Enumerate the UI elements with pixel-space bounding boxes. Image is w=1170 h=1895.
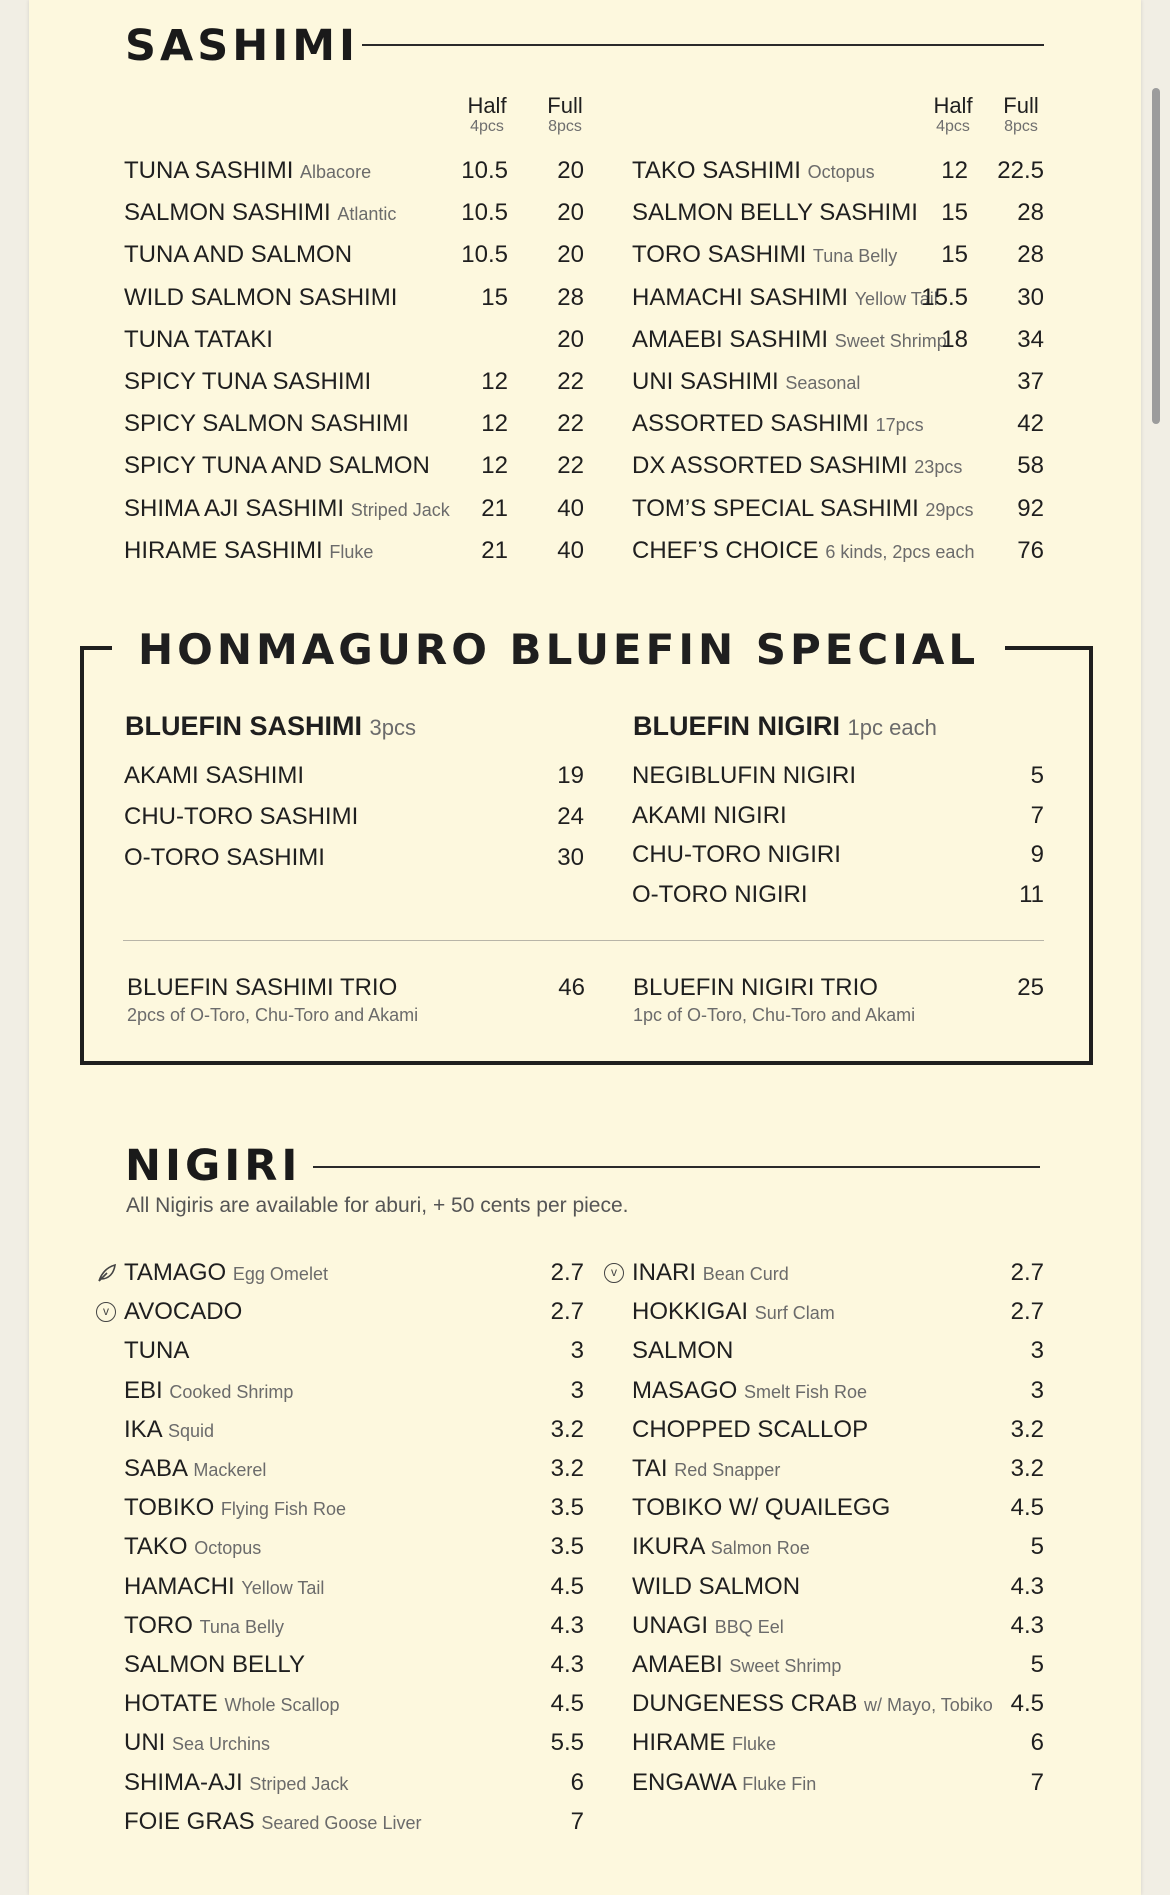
half-sub: 4pcs [936,118,970,135]
item-desc: Fluke [732,1734,777,1755]
item-name: UNI [124,1729,166,1757]
price-full: 42 [1017,410,1044,438]
item-desc: 29pcs [925,499,974,520]
menu-item-name: CHU-TORO SASHIMI [124,803,359,830]
menu-item-name [124,1335,189,1367]
menu-item-price: 4.3 [1010,1572,1044,1600]
menu-item-name [124,1453,266,1486]
item-name: TAKO SASHIMI [632,157,801,184]
half-label: Half [933,93,973,118]
menu-item-name: O-TORO NIGIRI [632,880,808,908]
vegan-icon: v [96,1302,116,1322]
item-name: TOBIKO W/ QUAILEGG [632,1494,891,1522]
item-desc: Octopus [807,162,875,182]
bluefin-nigiri-head-desc: 1pc each [847,715,937,740]
nigiri-title: NIGIRI [125,1141,302,1191]
menu-item-price: 2.7 [550,1259,584,1286]
item-desc: 17pcs [875,415,924,436]
item-name: SALMON SASHIMI [124,199,331,227]
price-half: 15 [481,283,508,311]
menu-item-name [632,1727,776,1760]
menu-item-price: 5 [1030,1533,1044,1561]
menu-item-name: NEGIBLUFIN NIGIRI [632,762,857,789]
menu-item-name [124,1688,340,1721]
item-name: EBI [124,1376,163,1404]
item-name: SALMON BELLY [124,1651,305,1678]
menu-item-price: 3 [1030,1337,1044,1365]
menu-item-price: 5.5 [550,1729,584,1757]
item-name: IKURA [632,1533,705,1561]
menu-item-name [632,1453,780,1486]
menu-item-name [124,1727,270,1760]
menu-item-price: 4.3 [1010,1611,1044,1639]
menu-item-price: 24 [557,803,584,830]
item-desc: Red Snapper [674,1460,781,1480]
item-desc: w/ Mayo, Tobiko [864,1695,993,1716]
menu-item-price: 5 [1030,762,1044,789]
menu-item-price: 3 [570,1337,584,1365]
item-name: FOIE GRAS [124,1807,255,1835]
item-name: TAI [632,1455,668,1482]
menu-item-name [632,1492,890,1524]
menu-item-name [632,155,875,188]
full-sub: 8pcs [1004,118,1038,135]
price-half: 12 [481,368,508,395]
menu-item-price: 3.2 [550,1415,584,1443]
item-name: CHEF’S CHOICE [632,536,819,564]
price-full: 76 [1017,536,1044,564]
menu-item-price: 7 [1030,1768,1044,1796]
item-name: SPICY SALMON SASHIMI [124,410,409,438]
menu-item-price: 9 [1030,841,1044,868]
menu-item-name [124,408,409,440]
full-label: Full [1003,93,1039,118]
full-sub: 8pcs [548,118,582,135]
item-name: AVOCADO [124,1298,243,1326]
item-name: TOM’S SPECIAL SASHIMI [632,494,919,522]
item-name: TORO SASHIMI [632,241,807,269]
bluefin-sashimi-trio [127,972,418,1026]
menu-item-price: 2.7 [550,1298,584,1326]
trio-desc: 2pcs of O-Toro, Chu-Toro and Akami [127,1005,419,1025]
price-full: 28 [1017,199,1044,227]
menu-item-name [124,1414,214,1447]
leaf-icon [96,1262,118,1284]
item-name: HOKKIGAI [632,1298,749,1326]
price-half: 10.5 [461,241,508,269]
price-half: 15.5 [921,283,968,311]
item-name: TAMAGO [124,1259,227,1286]
item-desc: Surf Clam [754,1303,835,1324]
menu-item-name [632,239,897,272]
item-desc: Cooked Shrimp [169,1381,294,1402]
menu-item-name: CHU-TORO NIGIRI [632,841,841,868]
menu-item-name [632,450,962,483]
item-name: SALMON [632,1337,734,1365]
price-half: 21 [481,494,508,522]
price-half: 12 [481,410,508,438]
price-full: 22.5 [997,157,1044,184]
trio-name: BLUEFIN SASHIMI TRIO [127,974,398,1001]
menu-item-name [124,1531,261,1564]
price-full: 20 [557,157,584,184]
item-name: HOTATE [124,1690,218,1718]
item-name: TAKO [124,1533,188,1561]
price-half: 21 [481,536,508,564]
price-full: 92 [1017,494,1044,522]
item-desc: Tuna Belly [199,1616,284,1637]
price-full: 37 [1017,368,1044,395]
price-half: 15 [941,241,968,269]
item-name: SALMON BELLY SASHIMI [632,199,918,227]
item-name: TUNA AND SALMON [124,241,353,269]
menu-item-price: 4.5 [1010,1494,1044,1522]
item-desc: Seared Goose Liver [261,1812,422,1833]
menu-item-name [632,1335,733,1367]
menu-item-name [632,1296,835,1329]
item-name: TUNA SASHIMI [124,157,294,184]
half-col-header-right [918,94,988,136]
item-name: SABA [124,1455,187,1482]
menu-item-name [632,535,974,568]
nigiri-title-rule [313,1166,1040,1168]
sashimi-title-rule [362,44,1044,46]
menu-item-price: 3.5 [550,1494,584,1522]
item-name: TORO [124,1611,193,1639]
menu-item-name [632,1531,810,1564]
menu-item-price: 4.5 [1010,1690,1044,1718]
item-desc: Fluke [329,541,374,562]
menu-item-name [632,1375,867,1408]
menu-item-price: 30 [557,844,584,871]
item-name: SHIMA-AJI [124,1768,243,1796]
menu-item-price: 6 [570,1768,584,1796]
menu-item-price: 4.5 [550,1572,584,1600]
menu-item-name [124,1571,324,1604]
price-full: 20 [557,241,584,269]
menu-item-name [124,324,273,356]
menu-item-price: 19 [557,762,584,789]
menu-item-name [124,1610,284,1643]
menu-item-price: 3 [570,1376,584,1404]
vegan-icon: v [604,1263,624,1283]
menu-item-price: 7 [1030,801,1044,829]
menu-item-price: 2.7 [1010,1259,1044,1286]
item-desc: Atlantic [337,204,397,225]
price-full: 40 [557,494,584,522]
menu-item-name [124,1649,305,1681]
half-label: Half [467,93,507,118]
menu-item-name [632,1571,800,1603]
item-desc: Salmon Roe [710,1538,810,1559]
item-desc: 6 kinds, 2pcs each [825,541,975,562]
bluefin-nigiri-heading [633,709,937,745]
menu-item-name [124,155,371,188]
price-full: 28 [557,283,584,311]
menu-item-price: 5 [1030,1651,1044,1678]
item-name: CHOPPED SCALLOP [632,1415,869,1443]
item-desc: Tuna Belly [812,246,898,267]
item-name: TOBIKO [124,1494,215,1522]
item-desc: Bean Curd [702,1264,789,1284]
menu-item-name [632,366,860,399]
menu-item-name [124,1296,242,1328]
item-desc: 23pcs [914,457,963,478]
menu-item-price: 4.3 [550,1651,584,1678]
item-desc: Octopus [194,1538,262,1559]
menu-item-name [632,493,973,526]
menu-item-name: AKAMI SASHIMI [124,762,305,789]
menu-item-name [124,1375,293,1408]
menu-item-price: 4.3 [550,1611,584,1639]
menu-item-name [124,535,373,568]
menu-item-name [632,1610,784,1643]
menu-item-name [632,1649,841,1682]
menu-item-name [124,1492,346,1525]
menu-item-price: 6 [1030,1729,1044,1757]
price-full: 58 [1017,452,1044,480]
item-name: IKA [124,1415,162,1443]
trio-name: BLUEFIN NIGIRI TRIO [633,974,878,1001]
item-name: AMAEBI SASHIMI [632,325,829,353]
item-name: TUNA [124,1337,190,1365]
menu-item-name [632,197,918,229]
price-full: 30 [1017,283,1044,311]
menu-item-name [632,1414,868,1446]
nigiri-note: All Nigiris are available for aburi, + 50 cents per piece. [126,1194,629,1217]
bluefin-title: HONMAGURO BLUEFIN SPECIAL [112,626,1005,674]
item-desc: Sweet Shrimp [834,330,947,351]
item-name: AMAEBI [632,1651,723,1678]
item-name: UNI SASHIMI [632,368,779,395]
item-desc: Whole Scallop [224,1695,340,1716]
item-name: SPICY TUNA AND SALMON [124,452,430,480]
bluefin-nigiri-trio-price: 25 [1017,974,1044,1001]
item-desc: Seasonal [785,373,861,393]
menu-item-price: 3.2 [550,1455,584,1482]
item-desc: Yellow Tail [241,1577,325,1598]
menu-item-price: 3.2 [1010,1415,1044,1443]
half-sub: 4pcs [470,118,504,135]
price-half: 15 [941,199,968,227]
item-desc: Squid [168,1420,215,1441]
item-name: TUNA TATAKI [124,325,273,353]
price-full: 40 [557,536,584,564]
half-col-header-left [452,94,522,136]
menu-item-name [124,366,371,398]
item-desc: Smelt Fish Roe [744,1381,868,1402]
menu-item-name: AKAMI NIGIRI [632,801,787,829]
price-full: 20 [557,199,584,227]
bluefin-sashimi-trio-price: 46 [558,974,585,1001]
item-name: SPICY TUNA SASHIMI [124,368,372,395]
item-name: WILD SALMON SASHIMI [124,283,398,311]
menu-item-name [632,1767,816,1800]
menu-item-price: 3 [1030,1376,1044,1404]
full-label: Full [547,93,583,118]
item-name: DX ASSORTED SASHIMI [632,452,908,480]
price-half: 18 [941,325,968,353]
item-desc: Sea Urchins [172,1734,271,1755]
menu-item-name: O-TORO SASHIMI [124,844,325,871]
item-name: MASAGO [632,1376,738,1404]
item-name: SHIMA AJI SASHIMI [124,494,345,522]
menu-item-name [124,282,397,314]
price-full: 34 [1017,325,1044,353]
item-desc: Striped Jack [350,499,450,520]
item-desc: Yellow Tail [854,288,938,309]
menu-item-name [124,1767,348,1800]
item-desc: Egg Omelet [232,1264,328,1284]
price-full: 28 [1017,241,1044,269]
menu-item-name [124,493,450,526]
menu-item-name [632,408,924,441]
menu-item-price: 2.7 [1010,1298,1044,1326]
full-col-header-right [986,94,1056,136]
item-name: ASSORTED SASHIMI [632,410,869,438]
bluefin-nigiri-trio [633,972,915,1026]
menu-item-price: 11 [1019,880,1044,908]
bluefin-divider [123,940,1044,941]
full-col-header-left [530,94,600,136]
item-desc: Striped Jack [249,1773,349,1794]
price-half: 12 [481,452,508,480]
menu-item-name [124,239,352,271]
item-desc: BBQ Eel [714,1616,784,1637]
price-full: 22 [557,410,584,438]
price-full: 22 [557,452,584,480]
item-desc: Sweet Shrimp [729,1656,842,1676]
item-name: UNAGI [632,1611,709,1639]
item-desc: Fluke Fin [742,1773,817,1794]
item-name: HIRAME [632,1729,726,1757]
bluefin-sashimi-heading [125,709,416,745]
menu-item-name [124,1806,421,1839]
item-name: HAMACHI SASHIMI [632,283,849,311]
bluefin-sashimi-head-label: BLUEFIN SASHIMI [125,711,363,741]
menu-item-name [124,1257,328,1290]
price-half: 10.5 [461,157,508,184]
item-name: HIRAME SASHIMI [124,536,323,564]
menu-item-price: 4.5 [550,1690,584,1718]
menu-item-name [124,450,430,482]
menu-item-name [632,1257,789,1290]
price-full: 20 [557,325,584,353]
menu-item-name [124,197,396,230]
item-name: DUNGENESS CRAB [632,1690,858,1718]
price-half: 12 [941,157,968,184]
item-name: INARI [632,1259,697,1286]
bluefin-nigiri-head-label: BLUEFIN NIGIRI [633,711,840,741]
item-name: WILD SALMON [632,1572,801,1600]
menu-item-price: 7 [570,1807,584,1835]
item-desc: Albacore [300,162,372,182]
trio-desc: 1pc of O-Toro, Chu-Toro and Akami [633,1005,916,1025]
price-full: 22 [557,368,584,395]
item-desc: Mackerel [193,1460,267,1480]
item-name: ENGAWA [632,1768,736,1796]
bluefin-sashimi-head-desc: 3pcs [369,715,417,740]
menu-item-price: 3.2 [1010,1455,1044,1482]
scrollbar[interactable] [1152,88,1160,424]
menu-item-name [632,1688,993,1721]
menu-item-price: 3.5 [550,1533,584,1561]
sashimi-title: SASHIMI [125,21,359,71]
item-name: HAMACHI [124,1572,235,1600]
item-desc: Flying Fish Roe [220,1499,346,1520]
price-half: 10.5 [461,199,508,227]
